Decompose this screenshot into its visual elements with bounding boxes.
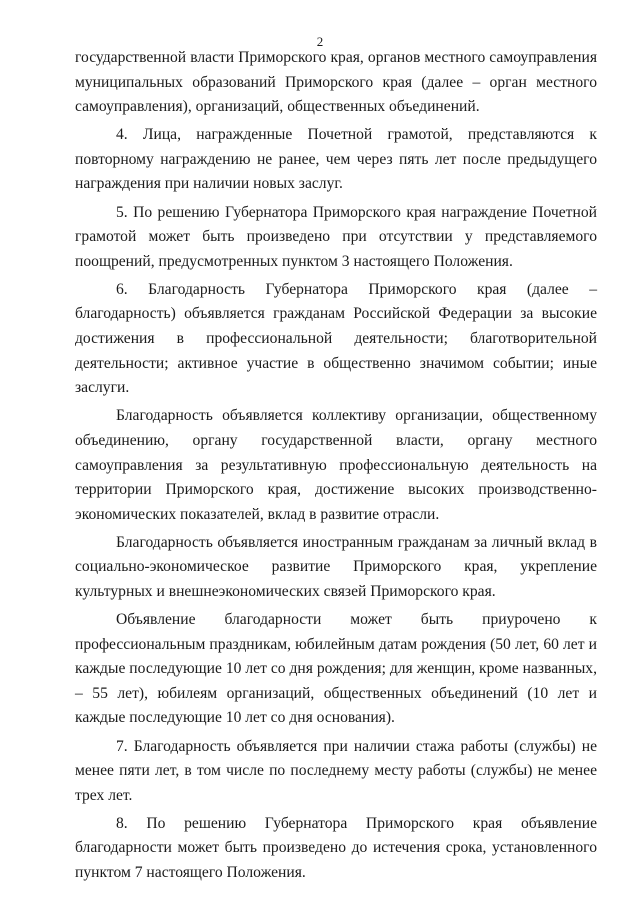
page-number: 2: [316, 34, 324, 49]
paragraph-item-5: 5. По решению Губернатора Приморского края награждение Почетной грамотой может быть произведено при отсутствии у представляемого поощрений, предусмотренных пунктом 3 настоящего Положения.: [75, 203, 597, 270]
paragraph-continuation: государственной власти Приморского края, органов местного самоуправления муниципальных образований Приморского края (далее – орган местного самоуправления), организаций, общественных объединений.: [75, 49, 597, 116]
paragraph-item-6-occasions: Объявление благодарности может быть приурочено к профессиональным праздникам, юбилейным датам рождения (50 лет, 60 лет и каждые последующие 10 лет со дня рождения; для женщин, кроме названных, – 55 лет), юбилеям организаций, общественных объединений (10 лет и каждые последующие 10 лет со дня основания).: [75, 611, 597, 727]
paragraph-item-6-collective: Благодарность объявляется коллективу организации, общественному объединению, органу государственной власти, органу местного самоуправления за результативную профессиональную деятельность на территории Приморского края, достижение высоких производственно-экономических показателей, вклад в развитие отрасли.: [75, 407, 597, 523]
paragraph-item-4: 4. Лица, награжденные Почетной грамотой, представляются к повторному награждению не ранее, чем через пять лет после предыдущего награждения при наличии новых заслуг.: [75, 126, 597, 193]
paragraph-item-7: 7. Благодарность объявляется при наличии стажа работы (службы) не менее пяти лет, в том числе по последнему месту работы (службы) не менее трех лет.: [75, 737, 597, 804]
paragraph-item-6: 6. Благодарность Губернатора Приморского края (далее – благодарность) объявляется гражданам Российской Федерации за высокие достижения в профессиональной деятельности; благотворительной деятельности; активное участие в общественно значимом событии; иные заслуги.: [75, 280, 597, 397]
document-body: [75, 46, 597, 889]
paragraph-item-6-foreign: Благодарность объявляется иностранным гражданам за личный вклад в социально-экономическое развитие Приморского края, укрепление культурных и внешнеэкономических связей Приморского края.: [75, 533, 597, 600]
paragraph-item-8: 8. По решению Губернатора Приморского края объявление благодарности может быть произведено до истечения срока, установленного пунктом 7 настоящего Положения.: [75, 814, 597, 881]
